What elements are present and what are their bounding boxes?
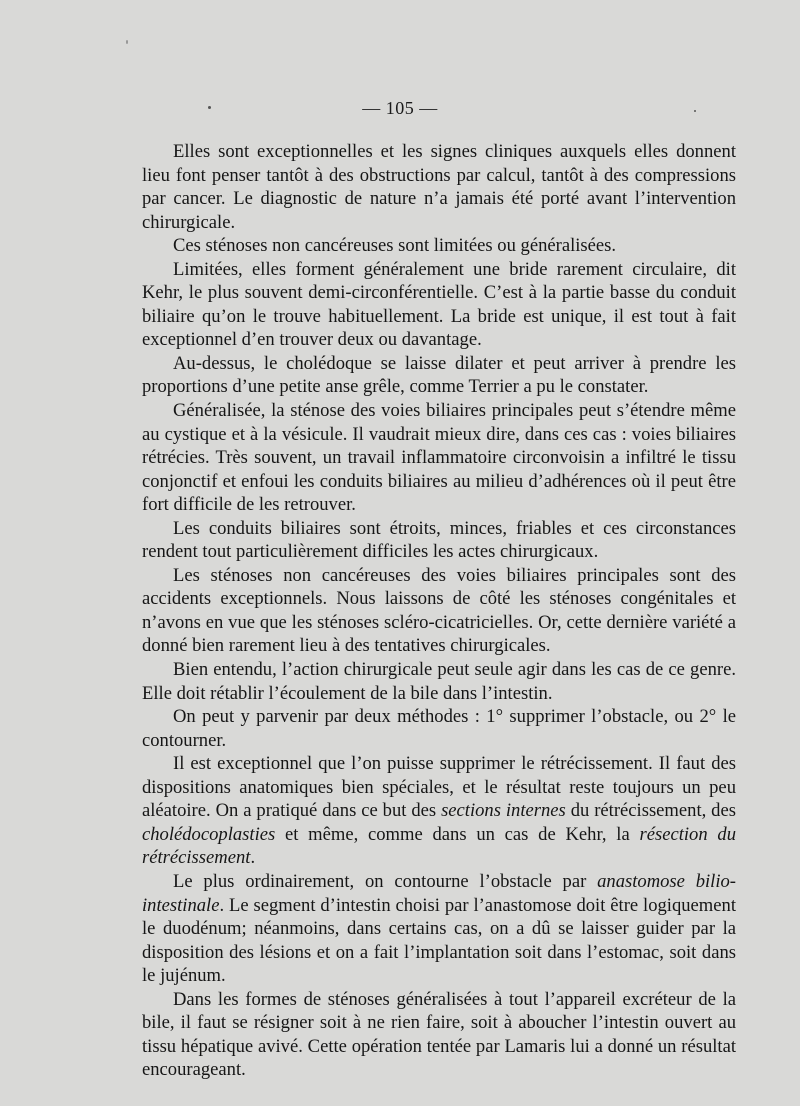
text-run: . [250,847,256,869]
paragraph: Dans les formes de sténoses généralisées à tout l’appareil excréteur de la bile, il faut se résigner soit à ne rien faire, soit à aboucher l’intestin ouvert au tissu hépatique avivé. Cette opération tentée par Lamaris lui a donné un résultat encourageant. [142,988,736,1081]
paragraph [142,870,736,988]
paragraph: Bien entendu, l’action chirurgicale peut seule agir dans les cas de ce genre. Elle doit rétablir l’écoulement de la bile dans l’intestin. [142,659,736,704]
text-run: et même, comme dans un cas de Kehr, la [275,823,640,845]
paragraph: Ces sténoses non cancéreuses sont limitées ou généralisées. [173,235,617,257]
paragraph: On peut y parvenir par deux méthodes : 1° supprimer l’obstacle, ou 2° le contourner. [142,706,736,751]
text-run: du rétrécissement, des [565,800,736,822]
paragraph: Au-dessus, le cholédoque se laisse dilater et peut arriver à prendre les proportions d’une petite anse grêle, comme Terrier a pu le constater. [142,352,736,398]
paragraph: Les sténoses non cancéreuses des voies biliaires principales sont des accidents exceptionnels. Nous laissons de côté les sténoses congénitales et n’avons en vue que les sténoses scléro-cicatricielles. Or, cette dernière variété a donné bien rarement lieu à des tentatives chirurgicales. [142,564,736,657]
paragraph: Les conduits biliaires sont étroits, minces, friables et ces circonstances rendent tout particulièrement difficiles les actes chirurgicaux. [142,517,736,563]
text-run: Le plus ordinairement, on contourne l’obstacle par [173,870,598,892]
italic-term: cholédocoplasties [142,823,276,845]
page-number: — 105 — [362,98,438,118]
italic-term: anastomose bilio-intestinale [142,870,736,916]
paragraph [142,752,736,870]
paper-speck [126,40,128,44]
text-run: Il est exceptionnel que l’on puisse supprimer le rétrécissement. Il faut des dispositions anatomiques bien spéciales, et le résultat reste toujours un peu aléatoire. On a pratiqué dans ce but des [142,753,736,822]
paragraph: Généralisée, la sténose des voies biliaires principales peut s’étendre même au cystique et à la vésicule. Il vaudrait mieux dire, dans ces cas : voies biliaires rétrécies. Très souvent, un travail inflammatoire circonvoisin a infiltré le tissu conjonctif et enfoui les conduits biliaires au milieu d’adhérences où il peut être fort difficile de les retrouver. [142,400,736,516]
italic-term: résection du rétrécissement [142,823,736,869]
body-text [142,140,736,1082]
italic-term: sections internes [441,800,566,822]
paragraph: Elles sont exceptionnelles et les signes cliniques auxquels elles donnent lieu font penser tantôt à des obstructions par calcul, tantôt à des compressions par cancer. Le diagnostic de nature n’a jamais été porté avant l’intervention chirurgicale. [142,141,736,233]
paragraph: Limitées, elles forment généralement une bride rarement circulaire, dit Kehr, le plus souvent demi-circonférentielle. C’est à la partie basse du conduit biliaire qu’on le trouve habituellement. La bride est unique, il est tout à fait exceptionnel d’en trouver deux ou davantage. [142,258,736,351]
text-run: . Le segment d’intestin choisi par l’anastomose doit être logiquement le duodénum; néanmoins, dans certains cas, on a dû se laisser guider par la disposition des lésions et on a fait l’implantation soit dans l’estomac, soit dans le jujénum. [142,894,736,987]
